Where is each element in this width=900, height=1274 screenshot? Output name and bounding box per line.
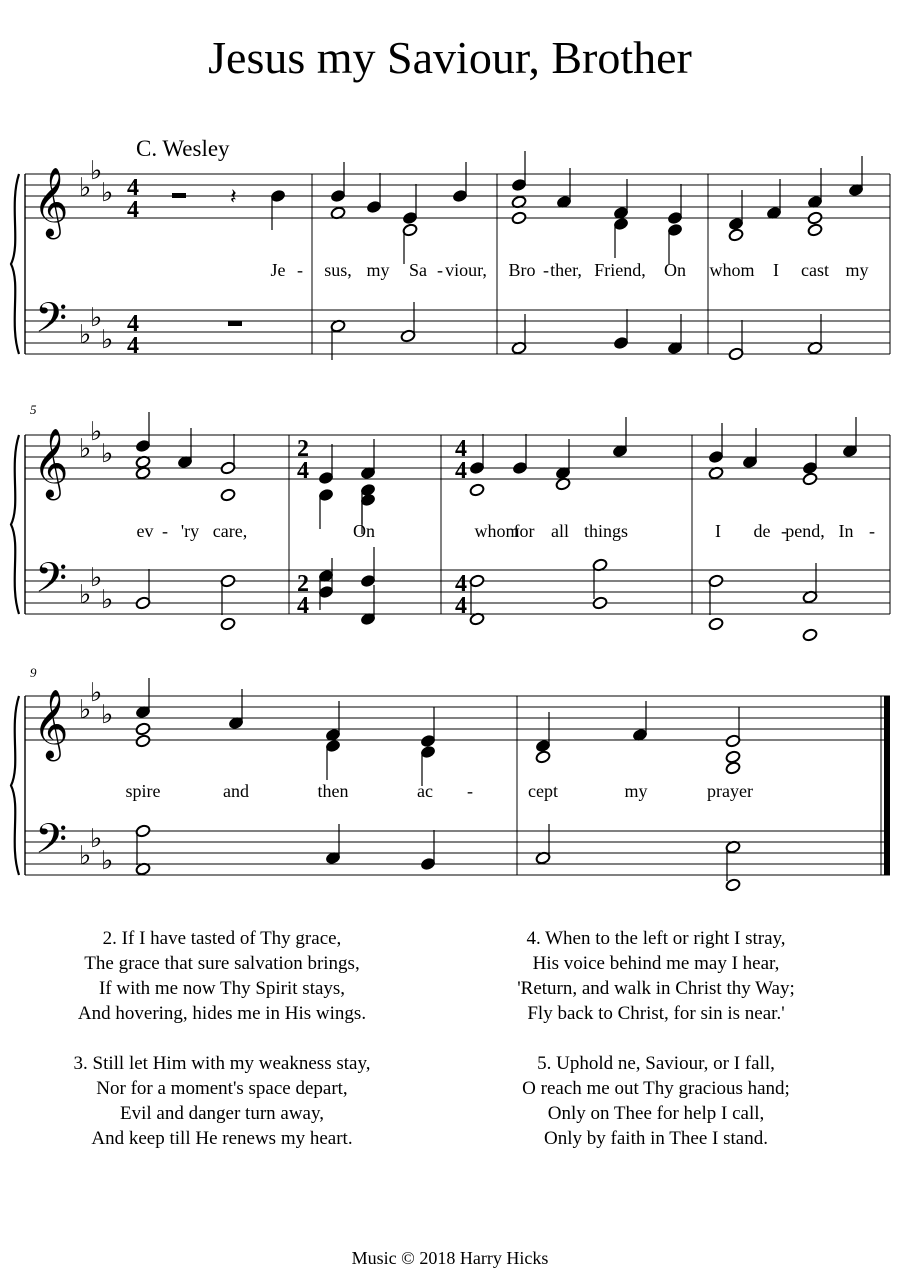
brace <box>11 435 19 614</box>
flat-icon: ♭ <box>79 580 92 610</box>
note-head <box>469 483 485 497</box>
verse-line: Only on Thee for help I call, <box>547 1103 765 1124</box>
lyric-syllable: I <box>715 521 721 541</box>
lyric-syllable: whom <box>709 260 755 280</box>
flat-icon: ♭ <box>101 700 114 730</box>
verses-right-column <box>456 926 856 1176</box>
final-barline <box>884 696 890 875</box>
time-signature-2-4: 2 <box>297 436 309 462</box>
flat-icon: ♭ <box>90 678 103 708</box>
lyric-syllable: my <box>366 260 390 280</box>
verse-line: The grace that sure salvation brings, <box>84 953 360 974</box>
note-head <box>220 488 236 502</box>
flat-icon: ♭ <box>90 563 103 593</box>
verse-line: 5. Uphold ne, Saviour, or I fall, <box>537 1053 775 1074</box>
flat-icon: ♭ <box>101 585 114 615</box>
lyric-syllable: pend, <box>785 521 825 541</box>
lyric-syllable: cast <box>801 260 829 280</box>
flat-icon: ♭ <box>101 178 114 208</box>
time-signature-2-4: 4 <box>297 458 309 484</box>
lyric-syllable: Bro <box>508 260 536 280</box>
verse-line: And hovering, hides me in His wings. <box>77 1003 367 1024</box>
verse-stanza-right-0 <box>456 926 856 1026</box>
verse-line: Fly back to Christ, for sin is near.' <box>527 1003 785 1024</box>
verse-line: Nor for a moment's space depart, <box>96 1078 348 1099</box>
lyric-syllable: - <box>781 521 787 541</box>
lyric-syllable: Friend, <box>594 260 646 280</box>
lyric-syllable: - <box>297 260 303 280</box>
measure-number-5: 5 <box>30 402 37 417</box>
flat-icon: ♭ <box>79 173 92 203</box>
lyric-syllable: then <box>317 781 349 801</box>
lyric-syllable: sus, <box>324 260 352 280</box>
flat-icon: ♭ <box>90 303 103 333</box>
brace <box>11 696 19 875</box>
note-head <box>807 211 823 225</box>
lyric-syllable: cept <box>528 781 558 801</box>
quarter-rest-icon: 𝄽 <box>230 185 237 210</box>
flat-icon: ♭ <box>79 695 92 725</box>
note-head <box>535 750 551 764</box>
lyric-syllable: my <box>624 781 648 801</box>
lyric-syllable: Je <box>270 260 286 280</box>
verse-line: 'Return, and walk in Christ thy Way; <box>517 978 795 999</box>
verse-stanza-right-1 <box>456 1051 856 1151</box>
verse-line: 2. If I have tasted of Thy grace, <box>102 928 342 949</box>
flat-icon: ♭ <box>79 841 92 871</box>
lyric-syllable: for <box>513 521 535 541</box>
copyright-notice: Music © 2018 Harry Hicks <box>351 1248 549 1268</box>
verse-line: 3. Still let Him with my weakness stay, <box>73 1053 371 1074</box>
lyric-syllable: all <box>551 521 569 541</box>
lyric-syllable: On <box>353 521 375 541</box>
lyric-syllable: - <box>543 260 549 280</box>
lyric-syllable: de <box>753 521 771 541</box>
flat-icon: ♭ <box>90 824 103 854</box>
time-signature-4-4: 4 <box>455 593 467 619</box>
verse-line: 4. When to the left or right I stray, <box>526 928 786 949</box>
note-head <box>728 228 744 242</box>
flat-icon: ♭ <box>101 439 114 469</box>
bass-clef-icon: 𝄢 <box>35 294 68 352</box>
composer-credit: C. Wesley <box>136 136 230 161</box>
treble-clef-icon: 𝄞 <box>33 167 69 237</box>
lyric-syllable: things <box>583 521 629 541</box>
brace <box>11 174 19 354</box>
time-signature-4-4: 4 <box>127 175 139 201</box>
time-signature-2-4: 2 <box>297 571 309 597</box>
verses-left-column <box>22 926 422 1176</box>
verse-line: Only by faith in Thee I stand. <box>544 1128 768 1149</box>
lyric-syllable: 'ry <box>180 521 200 541</box>
half-rest <box>172 193 186 198</box>
lyric-syllable: whom <box>474 521 520 541</box>
note-head <box>807 223 823 237</box>
time-signature-4-4: 4 <box>127 333 139 359</box>
half-rest <box>228 321 242 326</box>
clefs <box>33 156 113 876</box>
bass-clef-icon: 𝄢 <box>35 554 68 612</box>
time-signatures <box>127 175 467 619</box>
verse-stanza-left-0 <box>22 926 422 1026</box>
lyric-syllable: I <box>773 260 779 280</box>
measure-number-9: 9 <box>30 665 37 680</box>
time-signature-4-4: 4 <box>127 197 139 223</box>
time-signature-4-4: 4 <box>127 311 139 337</box>
treble-clef-icon: 𝄞 <box>33 689 69 759</box>
lyric-syllable: - <box>162 521 168 541</box>
lyric-syllable: - <box>467 781 473 801</box>
flat-icon: ♭ <box>79 320 92 350</box>
note-head <box>725 761 741 775</box>
note-head <box>135 734 151 748</box>
note-head <box>708 617 724 631</box>
lyric-syllable: prayer <box>707 781 753 801</box>
verse-stanza-left-1 <box>22 1051 422 1151</box>
verse-line: His voice behind me may I hear, <box>532 953 780 974</box>
lyric-syllable: On <box>664 260 686 280</box>
verse-line: Evil and danger turn away, <box>120 1103 324 1124</box>
note-head <box>725 750 741 764</box>
flat-icon: ♭ <box>90 156 103 186</box>
flat-icon: ♭ <box>90 417 103 447</box>
lyric-syllable: ev <box>136 521 154 541</box>
lyric-syllable: ac <box>417 781 433 801</box>
lyric-syllable: - <box>437 260 443 280</box>
lyric-syllable: - <box>869 521 875 541</box>
lyric-syllable: spire <box>125 781 161 801</box>
verse-line: O reach me out Thy gracious hand; <box>522 1078 790 1099</box>
note-head <box>802 472 818 486</box>
flat-icon: ♭ <box>79 434 92 464</box>
flat-icon: ♭ <box>101 846 114 876</box>
time-signature-4-4: 4 <box>455 571 467 597</box>
flat-icon: ♭ <box>101 325 114 355</box>
time-signature-2-4: 4 <box>297 593 309 619</box>
lyric-syllable: Sa <box>409 260 427 280</box>
lyric-syllable: and <box>223 781 249 801</box>
time-signature-4-4: 4 <box>455 436 467 462</box>
treble-clef-icon: 𝄞 <box>33 428 69 498</box>
lyric-syllable: ther, <box>550 260 582 280</box>
verse-line: And keep till He renews my heart. <box>91 1128 353 1149</box>
note-head <box>220 617 236 631</box>
lyric-syllable: In <box>838 521 854 541</box>
time-signature-4-4: 4 <box>455 458 467 484</box>
lyric-syllable: viour, <box>445 260 487 280</box>
note-head <box>511 211 527 225</box>
verse-line: If with me now Thy Spirit stays, <box>98 978 346 999</box>
lyric-syllable: care, <box>212 521 248 541</box>
note-head <box>802 628 818 642</box>
note-head <box>135 722 151 736</box>
song-title: Jesus my Saviour, Brother <box>208 32 692 83</box>
bass-clef-icon: 𝄢 <box>35 815 68 873</box>
lyric-syllable: my <box>845 260 869 280</box>
